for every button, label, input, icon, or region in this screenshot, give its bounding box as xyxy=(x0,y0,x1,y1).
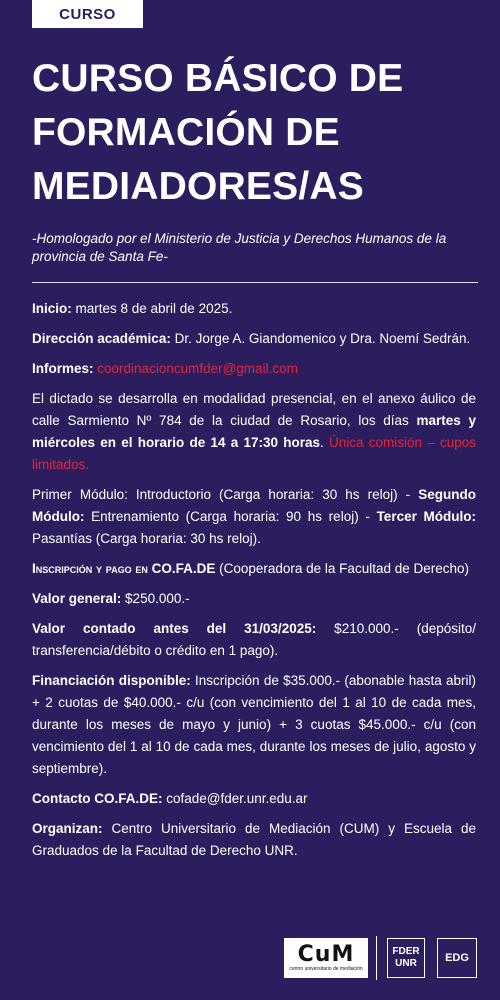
cofade-contact-label: Contacto CO.FA.DE: xyxy=(32,791,163,806)
module-2-label: Segundo Módulo: xyxy=(32,487,476,524)
schedule-days: martes y miércoles en el horario de 14 a 17:30 horas xyxy=(32,413,476,450)
financing-label: Financiación disponible: xyxy=(32,673,191,688)
cum-logo-mark: CuM xyxy=(297,941,355,967)
title-line-3: MEDIADORES/AS xyxy=(32,165,364,208)
financing-value: Inscripción de $35.000.- (abonable hasta abril) + 2 cuotas de $40.000.- c/u (con vencimiento del 1 al 10 de cada mes, durante los meses de mayo y junio) + 3 cuotas $45.000.- c/u (con vencimiento del 1 al 10 de cada mes, durante los meses de julio, agosto y septiembre). xyxy=(32,673,476,776)
fder-logo-line-1: FDER xyxy=(392,946,420,957)
info-label: Informes: xyxy=(32,361,94,376)
schedule-sep: . xyxy=(319,435,329,450)
academic-direction xyxy=(32,328,476,350)
module-3: Pasantías (Carga horaria: 30 hs reloj). xyxy=(32,531,261,546)
registration xyxy=(32,558,476,580)
start-date-value: martes 8 de abril de 2025. xyxy=(71,301,233,316)
info-email-link[interactable]: coordinacioncumfder@gmail.com xyxy=(97,361,298,376)
general-price-label: Valor general: xyxy=(32,591,122,606)
schedule-paragraph xyxy=(32,388,476,476)
fder-unr-logo xyxy=(387,938,425,978)
divider xyxy=(32,282,478,283)
registration-value: (Cooperadora de la Facultad de Derecho) xyxy=(215,561,470,576)
cum-logo-caption: centro universitario de mediación xyxy=(289,965,363,972)
edg-logo-text: EDG xyxy=(445,952,469,964)
registration-label: Inscripción y pago en CO.FA.DE xyxy=(32,561,216,576)
module-2: Entrenamiento (Carga horaria: 90 hs reloj) - xyxy=(84,509,377,524)
logos-footer xyxy=(0,936,500,986)
subtitle: -Homologado por el Ministerio de Justicia y Derechos Humanos de la provincia de Santa Fe- xyxy=(32,231,447,264)
academic-direction-value: Dr. Jorge A. Giandomenico y Dra. Noemí Sedrán. xyxy=(170,331,471,346)
cash-price-label: Valor contado antes del 31/03/2025: xyxy=(32,621,317,636)
title-line-1: CURSO BÁSICO DE xyxy=(32,57,404,100)
start-date xyxy=(32,298,476,320)
page-title xyxy=(32,52,482,214)
title-line-2: FORMACIÓN DE xyxy=(32,111,340,154)
module-1: Primer Módulo: Introductorio (Carga horaria: 30 hs reloj) - xyxy=(32,487,419,502)
cofade-contact xyxy=(32,788,476,810)
financing xyxy=(32,670,476,780)
module-3-label: Tercer Módulo: xyxy=(376,509,476,524)
organizers xyxy=(32,818,476,862)
fder-logo-line-2: UNR xyxy=(395,958,417,969)
cash-price xyxy=(32,618,476,662)
organizers-label: Organizan: xyxy=(32,821,103,836)
general-price xyxy=(32,588,476,610)
academic-direction-label: Dirección académica: xyxy=(32,331,171,346)
organizers-value: Centro Universitario de Mediación (CUM) y Escuela de Graduados de la Facultad de Derecho UNR. xyxy=(32,821,476,858)
single-commission-note: Única comisión – cupos limitados. xyxy=(32,435,476,472)
logo-divider xyxy=(376,936,377,980)
course-details xyxy=(32,298,476,870)
cofade-email-link[interactable]: cofade@fder.unr.edu.ar xyxy=(162,791,308,806)
edg-logo xyxy=(437,938,477,978)
general-price-value: $250.000.- xyxy=(121,591,190,606)
modules-paragraph xyxy=(32,484,476,550)
course-tag: CURSO xyxy=(32,0,143,28)
cash-price-value: $210.000.- (depósito/ transferencia/débito o crédito en 1 pago). xyxy=(32,621,476,658)
cum-logo xyxy=(284,938,368,978)
start-date-label: Inicio: xyxy=(32,301,72,316)
schedule-text: El dictado se desarrolla en modalidad presencial, en el anexo áulico de calle Sarmiento Nº 784 de la ciudad de Rosario, los días xyxy=(32,391,476,428)
info-contact xyxy=(32,358,476,380)
